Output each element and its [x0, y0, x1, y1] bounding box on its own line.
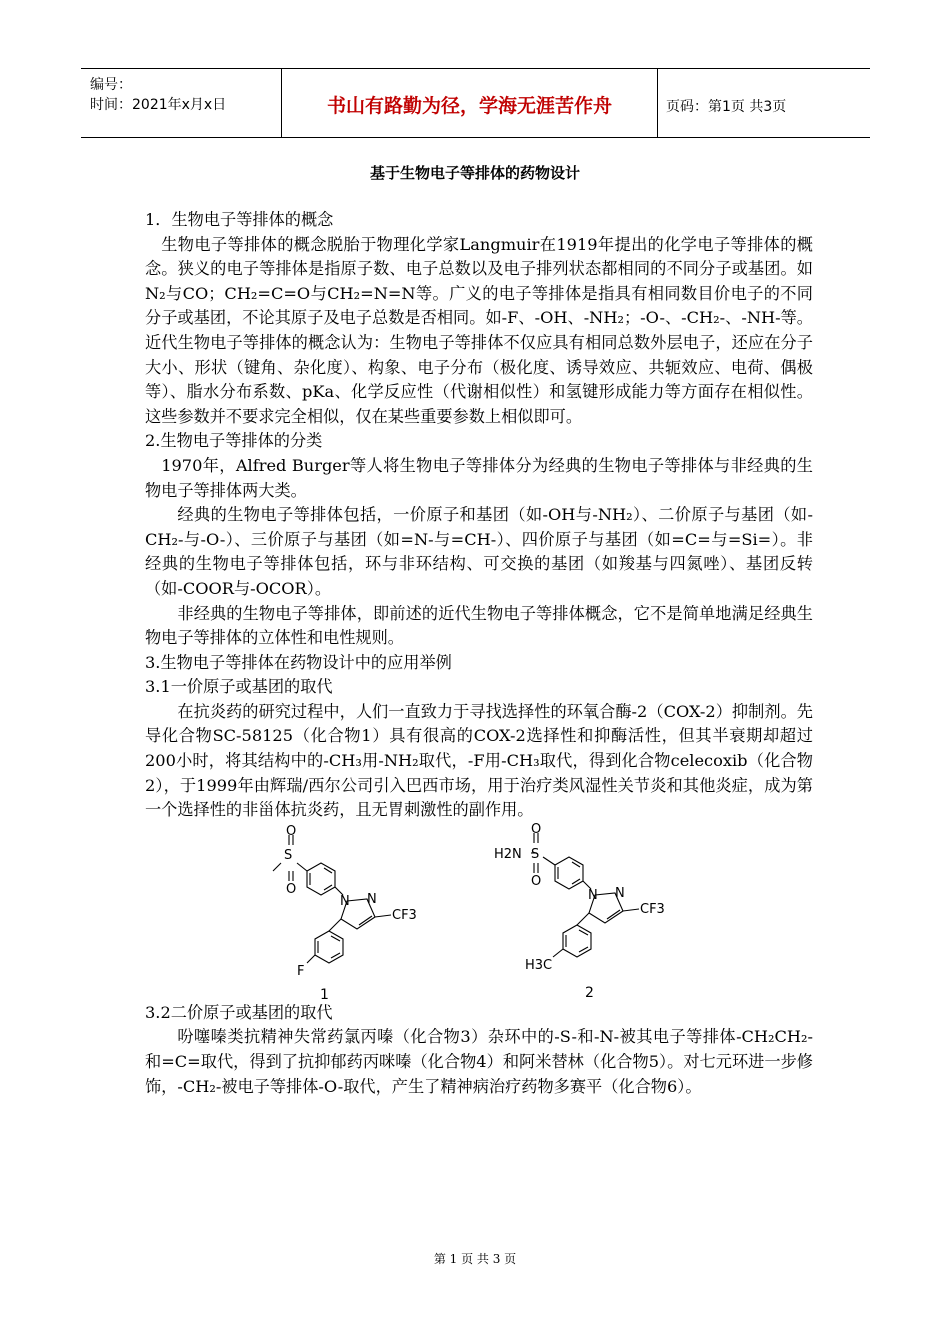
c2-atom-o-bottom: O: [531, 873, 542, 889]
header-info-cell: [81, 69, 282, 137]
section-heading-2: 2.生物电子等排体的分类: [145, 431, 323, 451]
c2-atom-n1: N: [588, 887, 598, 903]
c1-atom-s: S: [284, 847, 293, 863]
c2-cf3-group: CF3: [640, 901, 665, 917]
page-code: 页码：第1页 共3页: [666, 99, 787, 115]
header-page-cell: [658, 69, 870, 137]
number-label: 编号：: [90, 77, 132, 93]
compound-1-label: 1: [320, 986, 329, 1001]
c1-atom-n1: N: [340, 893, 350, 909]
document-body: [145, 208, 813, 1099]
subsection-heading-3-1: 3.1一价原子或基团的取代: [145, 677, 333, 697]
compound-2-label: 2: [585, 984, 594, 1001]
section-heading-1: 1．生物电子等排体的概念: [145, 210, 334, 229]
paragraph-nonclassical: 非经典的生物电子等排体，即前述的近代生物电子等排体概念，它不是简单地满足经典生物电子等排体的立体性和电性规则。: [145, 603, 813, 648]
paragraph-phenothiazine: 吩噻嗪类抗精神失常药氯丙嗪（化合物3）杂环中的-S-和-N-被其电子等排体-CH₂CH₂-和=C=取代，得到了抗抑郁药丙咪嗪（化合物4）和阿米替林（化合物5）。对七元环进一步修饰，-CH₂-被电子等排体-O-取代，产生了精神病治疗药物多赛平（化合物6）。: [145, 1027, 813, 1096]
page-footer: 第 1 页 共 3 页: [433, 1252, 517, 1266]
c1-atom-o-bottom: O: [286, 881, 297, 897]
date-label: 时间：2021年x月x日: [90, 97, 227, 113]
structure-figure: [145, 823, 813, 1001]
c1-fluorine: F: [297, 963, 305, 979]
document-header: [81, 68, 870, 138]
paragraph-classification: 1970年，Alfred Burger等人将生物电子等排体分为经典的生物电子等排体与非经典的生物电子等排体两大类。: [145, 455, 813, 500]
c1-cf3-group: CF3: [392, 907, 417, 923]
subsection-heading-3-2: 3.2二价原子或基团的取代: [145, 1002, 333, 1022]
c2-atom-o-top: O: [531, 822, 542, 837]
c2-atom-s: S: [531, 846, 540, 862]
paragraph-concept: 生物电子等排体的概念脱胎于物理化学家Langmuir在1919年提出的化学电子等排体的概念。狭义的电子等排体是指原子数、电子总数以及电子排列状态都相同的不同分子或基团。如N₂与CO；CH₂=C=O与CH₂=N=N等。广义的电子等排体是指具有相同数目价电子的不同分子或基团，不论其原子及电子总数是否相同。如-F、-OH、-NH₂；-O-、-CH₂-、-NH-等。近代生物电子等排体的概念认为：生物电子等排体不仅应具有相同总数外层电子，还应在分子大小、形状（键角、杂化度）、构象、电子分布（极化度、诱导效应、共轭效应、电荷、偶极等）、脂水分布系数、pKa、化学反应性（代谢相似性）和氢键形成能力等方面存在相似性。这些参数并不要求完全相似，仅在某些重要参数上相似即可。: [145, 234, 813, 426]
paragraph-classical: 经典的生物电子等排体包括，一价原子和基团（如-OH与-NH₂）、二价原子与基团（如-CH₂-与-O-）、三价原子与基团（如=N-与=CH-）、四价原子与基团（如=C=与=Si=）。非经典的生物电子等排体包括，环与非环结构、可交换的基团（如羧基与四氮唑）、基团反转（如-COOR与-OCOR）。: [145, 505, 813, 598]
c1-atom-n2: N: [367, 891, 377, 907]
compound-2-labels: [494, 823, 665, 1001]
c2-amine: H2N: [494, 846, 522, 862]
compound-1-labels: [284, 824, 417, 1001]
section-heading-3: 3.生物电子等排体在药物设计中的应用举例: [145, 652, 452, 672]
paragraph-cox2: 在抗炎药的研究过程中，人们一直致力于寻找选择性的环氧合酶-2（COX-2）抑制剂。先导化合物SC-58125（化合物1）具有很高的COX-2选择性和抑酶活性，但其半衰期却超过200小时，将其结构中的-CH₃用-NH₂取代，-F用-CH₃取代，得到化合物celecoxib（化合物2），于1999年由辉瑞/西尔公司引入巴西市场，用于治疗类风湿性关节炎和其他炎症，成为第一个选择性的非甾体抗炎药，且无胃刺激性的副作用。: [145, 701, 813, 820]
c2-atom-n2: N: [615, 885, 625, 901]
c2-methyl: H3C: [525, 957, 553, 973]
header-motto-cell: [282, 69, 658, 137]
motto-text: 书山有路勤为径，学海无涯苦作舟: [326, 95, 612, 117]
c1-atom-o-top: O: [286, 823, 297, 839]
document-title: 基于生物电子等排体的药物设计: [369, 164, 580, 182]
